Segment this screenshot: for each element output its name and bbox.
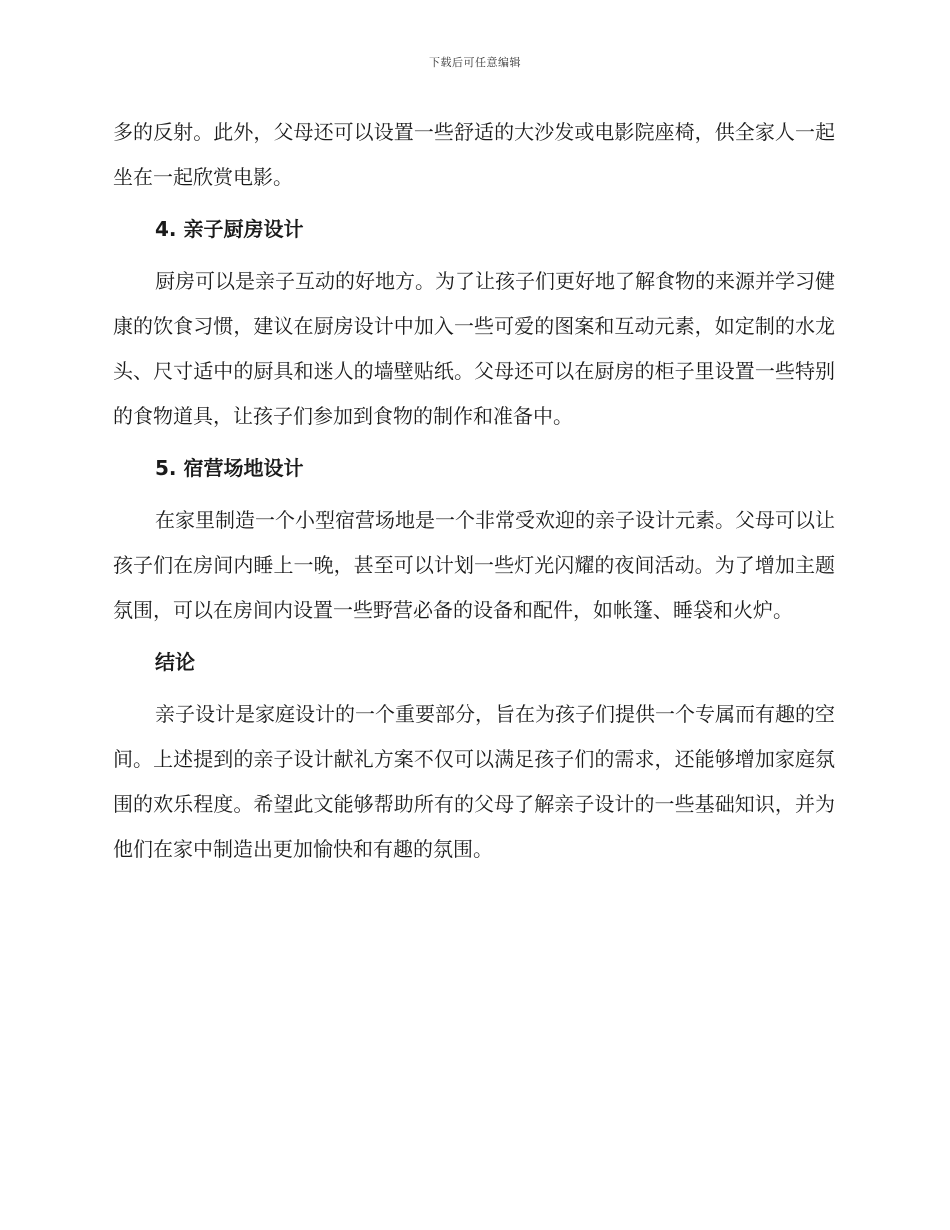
section-paragraph-camping: 在家里制造一个小型宿营场地是一个非常受欢迎的亲子设计元素。父母可以让孩子们在房间内睡上一晚，甚至可以计划一些灯光闪耀的夜间活动。为了增加主题氛围，可以在房间内设置一些野营必备的设备和配件，如帐篷、睡袋和火炉。 [113, 508, 835, 622]
section-heading-conclusion: 结论 [155, 650, 195, 674]
section-heading-camping: 5. 宿营场地设计 [155, 456, 304, 480]
section-heading-kitchen: 4. 亲子厨房设计 [155, 217, 304, 241]
page-header: 下载后可任意编辑 [429, 56, 521, 69]
section-paragraph-kitchen: 厨房可以是亲子互动的好地方。为了让孩子们更好地了解食物的来源并学习健康的饮食习惯，建议在厨房设计中加入一些可爱的图案和互动元素，如定制的水龙头、尺寸适中的厨具和迷人的墙壁贴纸。父母还可以在厨房的柜子里设置一些特别的食物道具，让孩子们参加到食物的制作和准备中。 [113, 269, 835, 428]
section-paragraph-conclusion: 亲子设计是家庭设计的一个重要部分，旨在为孩子们提供一个专属而有趣的空间。上述提到的亲子设计献礼方案不仅可以满足孩子们的需求，还能够增加家庭氛围的欢乐程度。希望此文能够帮助所有的父母了解亲子设计的一些基础知识，并为他们在家中制造出更加愉快和有趣的氛围。 [113, 702, 835, 861]
intro-continuation-paragraph: 多的反射。此外，父母还可以设置一些舒适的大沙发或电影院座椅，供全家人一起坐在一起欣赏电影。 [113, 120, 835, 189]
document-body [113, 110, 835, 872]
